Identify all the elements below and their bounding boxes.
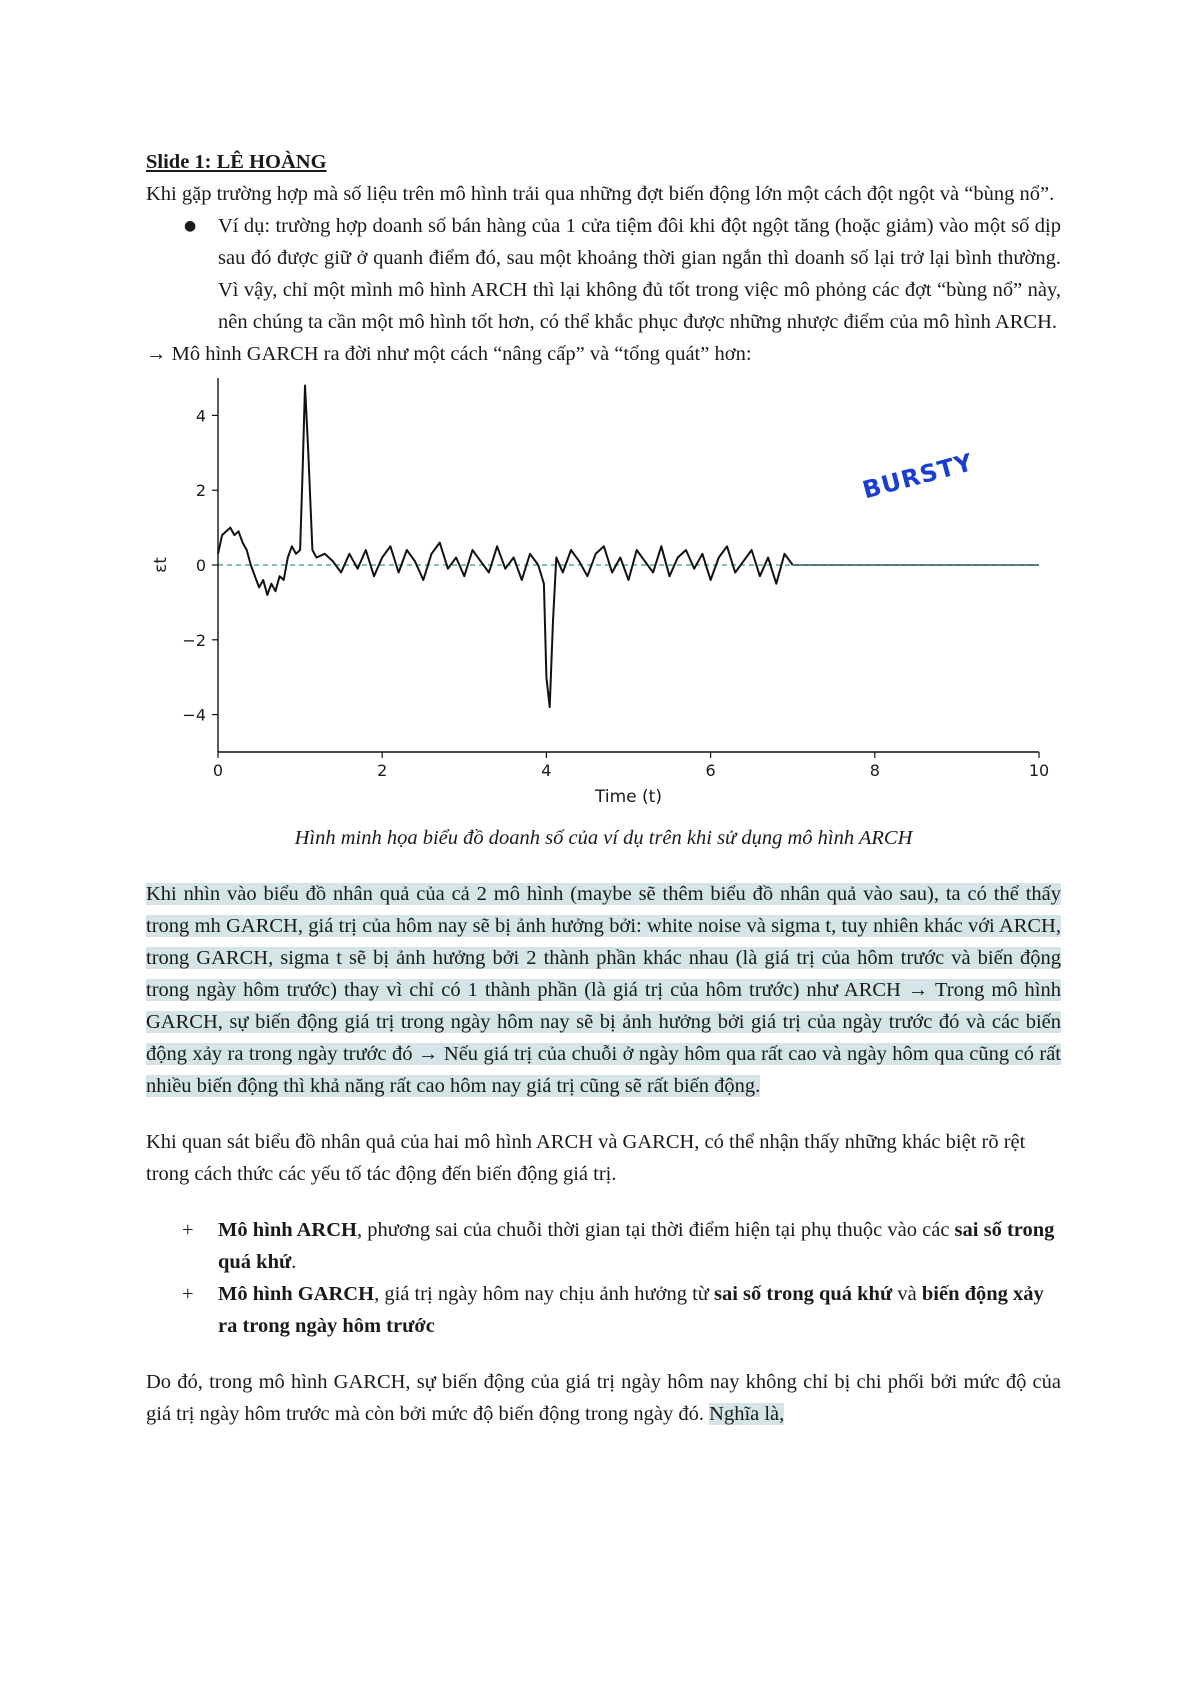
- x-tick-label: 8: [869, 761, 880, 780]
- highlighted-paragraph: [146, 878, 1061, 1102]
- garch-text: , giá trị ngày hôm nay chịu ảnh hưởng từ: [374, 1283, 714, 1305]
- garch-term-3: biến động xảy ra trong ngày hôm trước: [218, 1283, 1044, 1337]
- figure: [146, 372, 1061, 854]
- conclusion-highlight: Nghĩa là,: [709, 1403, 785, 1425]
- garch-term-2: sai số trong quá khứ: [714, 1283, 893, 1305]
- arch-text: , phương sai của chuỗi thời gian tại thời điểm hiện tại phụ thuộc vào các: [356, 1219, 955, 1241]
- garch-term: Mô hình GARCH: [218, 1283, 375, 1305]
- garch-arrow-line: → Mô hình GARCH ra đời như một cách “nâng cấp” và “tổng quát” hơn:: [146, 343, 752, 365]
- chart-axes: [182, 378, 1049, 780]
- highlight-text: Khi nhìn vào biểu đồ nhân quả của cả 2 mô hình (maybe sẽ thêm biểu đồ nhân quả vào sau), ta có thể thấy trong mh GARCH, giá trị của hôm nay sẽ bị ảnh hưởng bởi: white noise và sigma t, tuy nhiên khác với ARCH, trong GARCH, sigma t sẽ bị ảnh hưởng bởi 2 thành phần khác nhau (là giá trị của hôm trước và biến động trong ngày hôm trước) thay vì chỉ có 1 thành phần (là giá trị của hôm trước) như ARCH → Trong mô hình GARCH, sự biến động giá trị trong ngày hôm nay sẽ bị ảnh hưởng bởi giá trị của ngày trước đó và các biến động xảy ra trong ngày trước đó → Nếu giá trị của chuỗi ở ngày hôm qua rất cao và ngày hôm qua cũng có rất nhiều biến động thì khả năng rất cao hôm nay giá trị cũng sẽ rất biến động.: [146, 883, 1061, 1097]
- series-line: [218, 386, 793, 708]
- list-item: [146, 210, 1061, 338]
- x-tick-label: 2: [377, 761, 388, 780]
- bursty-annotation: BURSTY: [859, 448, 977, 505]
- x-tick-label: 4: [541, 761, 552, 780]
- spacer: [146, 1342, 1061, 1366]
- model-comparison-list: [146, 1214, 1061, 1342]
- observation-paragraph: Khi quan sát biểu đồ nhân quả của hai mô hình ARCH và GARCH, có thể nhận thấy những khác biệt rõ rệt trong cách thức các yếu tố tác động đến biến động giá trị.: [146, 1131, 1026, 1185]
- x-tick-label: 0: [212, 761, 224, 780]
- y-tick-label: 0: [195, 556, 206, 575]
- arch-text-end: .: [291, 1251, 297, 1273]
- y-tick-label: 4: [195, 406, 206, 426]
- document-body: [146, 146, 1061, 1430]
- conclusion-paragraph: [146, 1366, 1061, 1430]
- arch-term-2: sai số trong quá khứ: [218, 1219, 1055, 1273]
- figure-caption: Hình minh họa biểu đồ doanh số của ví dụ trên khi sử dụng mô hình ARCH: [294, 827, 913, 849]
- example-list: [146, 210, 1061, 338]
- arch-term: Mô hình ARCH: [218, 1219, 357, 1241]
- spacer: [146, 854, 1061, 878]
- chart-series: [218, 386, 1039, 708]
- y-axis-label: εt: [151, 557, 171, 573]
- list-item-garch: [146, 1278, 1061, 1342]
- chart-container: [146, 372, 1061, 822]
- slide-heading: Slide 1: LÊ HOÀNG: [146, 151, 327, 173]
- spacer: [146, 1190, 1061, 1214]
- y-tick-label: −4: [182, 705, 206, 725]
- conclusion-text: Do đó, trong mô hình GARCH, sự biến động của giá trị ngày hôm nay không chỉ bị chi phối bởi mức độ của giá trị ngày hôm trước mà còn bởi mức độ biến động trong ngày đó.: [146, 1371, 1061, 1425]
- plus-bullet-icon: +: [182, 1283, 194, 1305]
- intro-paragraph: Khi gặp trường hợp mà số liệu trên mô hình trải qua những đợt biến động lớn một cách đột ngột và “bùng nổ”.: [146, 183, 1055, 205]
- example-text: Ví dụ: trường hợp doanh số bán hàng của 1 cửa tiệm đôi khi đột ngột tăng (hoặc giảm) vào một số dịp sau đó được giữ ở quanh điểm đó, sau một khoảng thời gian ngắn thì doanh số lại trở lại bình thường. Vì vậy, chỉ một mình mô hình ARCH thì lại không đủ tốt trong việc mô phỏng các đợt “bùng nổ” này, nên chúng ta cần một mô hình tốt hơn, có thể khắc phục được những nhược điểm của mô hình ARCH.: [218, 215, 1061, 333]
- x-tick-label: 6: [705, 761, 716, 780]
- spacer: [146, 1102, 1061, 1126]
- y-tick-label: −2: [182, 630, 206, 650]
- plus-bullet-icon: +: [182, 1219, 194, 1241]
- line-chart: [146, 372, 1061, 822]
- x-tick-label: 10: [1028, 761, 1050, 780]
- x-axis-label: Time (t): [595, 787, 662, 807]
- y-tick-label: 2: [195, 481, 206, 501]
- list-item-arch: [146, 1214, 1061, 1278]
- garch-text-mid: và: [892, 1283, 922, 1305]
- bullet-dot-icon: ●: [184, 218, 197, 234]
